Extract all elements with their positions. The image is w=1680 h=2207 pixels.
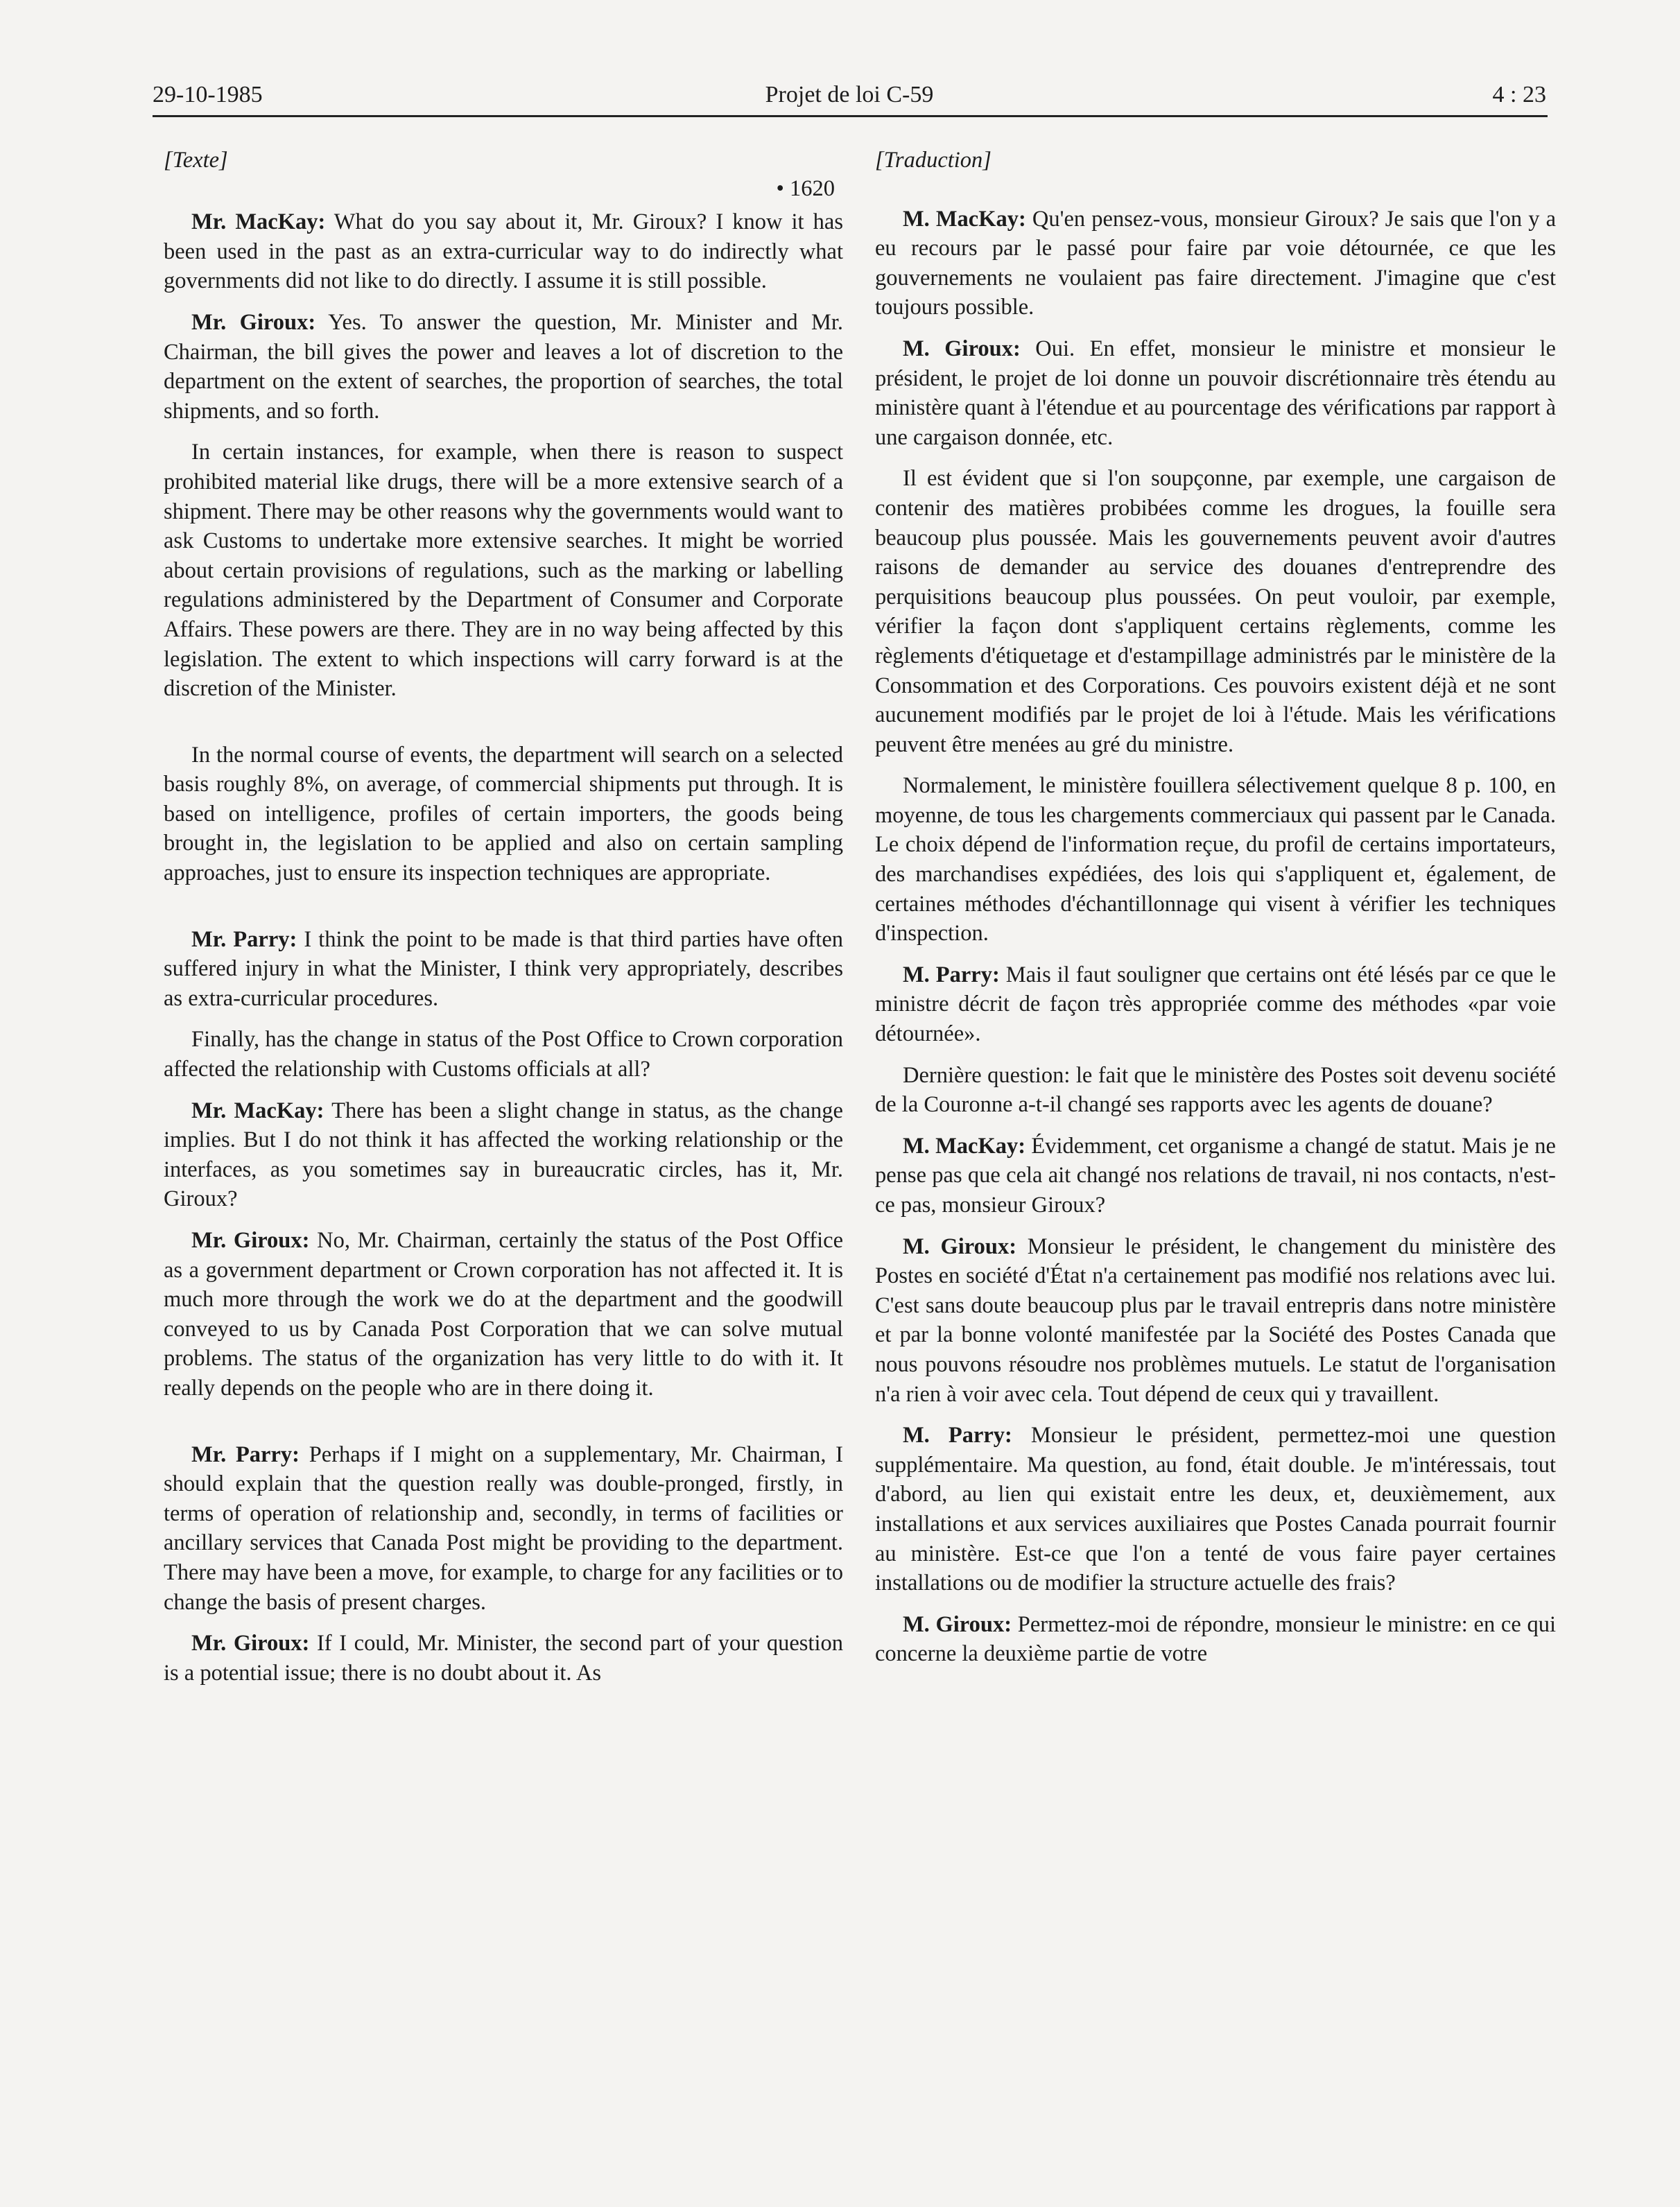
paragraph [164,1025,843,1084]
header-page-number: 4 : 23 [1492,82,1546,107]
speaker: Mr. MacKay: [191,209,326,235]
speaker: M. Giroux: [903,1611,1012,1637]
paragraph [875,960,1556,1049]
paragraph-text: Monsieur le président, le changement du ministère des Postes en société d'État n'a certainement pas modifié nos relations avec lui. C'est sans doute beaucoup plus par le travail entrepris dans notre ministère et par la bonne volonté manifestée par la Société des Postes Canada que nous pouvons résoudre nos problèmes mutuels. Le statut de l'organisation n'a rien à voir avec cela. Tout dépend de ceux qui y travaillent. [875,1234,1556,1407]
speaker: Mr. Parry: [191,1442,300,1467]
column-label: [Traduction] [875,148,991,173]
header-date: 29-10-1985 [153,82,263,107]
speaker: M. Parry: [903,1423,1012,1448]
page-header [153,82,1546,116]
paragraph-text: I think the point to be made is that third parties have often suffered injury in what the Minister, I think very appropriately, describes as extra-curricular procedures. [164,926,843,1011]
paragraph [164,438,843,703]
paragraph-text: Dernière question: le fait que le ministère des Postes soit devenu société de la Couronne a-t-il changé ses rapports avec les agents de douane? [875,1062,1556,1118]
speaker: Mr. Giroux: [191,309,316,335]
spacer [164,1415,843,1440]
paragraph [164,1629,843,1688]
paragraph-text: There has been a slight change in status, as the change implies. But I do not think it has affected the working relationship or the interfaces, as you sometimes say in bureaucratic circles, has it, Mr. Giroux? [164,1098,843,1212]
speaker: M. Parry: [903,962,1000,987]
paragraph [875,1421,1556,1598]
paragraph-text: Permettez-moi de répondre, monsieur le ministre: en ce qui concerne la deuxième partie de votre [875,1611,1556,1667]
speaker: Mr. Parry: [191,926,297,952]
paragraph-text: Monsieur le président, permettez-moi une question supplémentaire. Ma question, au fond, était double. Je m'intéressais, tout d'abord, au lien qui existait entre les deux, et, deuxièmement, aux installations et aux services auxiliaires que Postes Canada pourrait fournir au ministère. Est-ce que l'on a tenté de vous faire payer certaines installations ou de modifier la structure actuelle des frais? [875,1423,1556,1596]
speaker: M. MacKay: [903,1133,1026,1159]
paragraph [164,308,843,426]
spacer [875,180,1556,205]
french-column [875,146,1556,1681]
speaker: M. MacKay: [903,206,1026,232]
paragraph [875,334,1556,452]
paragraph-text: Oui. En effet, monsieur le ministre et monsieur le président, le projet de loi donne un pouvoir discrétionnaire très étendu au ministère quant à l'étendue et au pourcentage des vérifications par rapport à une cargaison donnée, etc. [875,336,1556,450]
paragraph [164,925,843,1014]
paragraph [875,771,1556,949]
paragraph [875,464,1556,759]
paragraph [164,1440,843,1618]
timestamp: • 1620 [776,175,835,201]
paragraph-text: Évidemment, cet organisme a changé de statut. Mais je ne pense pas que cela ait changé nos relations de travail, ni nos contacts, n'est-ce pas, monsieur Giroux? [875,1133,1556,1218]
paragraph [164,1096,843,1214]
paragraph [875,1061,1556,1120]
paragraph-text: Mais il faut souligner que certains ont été lésés par ce que le ministre décrit de façon très appropriée comme des méthodes «par voie détournée». [875,962,1556,1047]
header-title: Projet de loi C-59 [765,82,934,107]
paragraph [875,1610,1556,1669]
paragraph-text: Yes. To answer the question, Mr. Minister and Mr. Chairman, the bill gives the power and leaves a lot of discretion to the department on the extent of searches, the proportion of searches, the total shipments, and so forth. [164,309,843,424]
paragraph [164,1226,843,1403]
spacer [164,900,843,925]
speaker: Mr. Giroux: [191,1228,310,1253]
paragraph [875,1232,1556,1410]
speaker: Mr. MacKay: [191,1098,324,1123]
paragraph [875,205,1556,322]
paragraph [164,207,843,296]
paragraph-text: If I could, Mr. Minister, the second part of your question is a potential issue; there is no doubt about it. As [164,1631,843,1686]
paragraph-text: Il est évident que si l'on soupçonne, par exemple, une cargaison de contenir des matières probibées comme les drogues, la fouille sera beaucoup plus poussée. Mais les gouvernements peuvent avoir d'autres raisons de demander au service des douanes d'entreprendre des perquisitions beaucoup plus poussées. On peut vouloir, par exemple, vérifier la façon dont s'appliquent certains règlements, comme les règlements d'étiquetage et d'estampillage administrés par le ministère de la Consommation et des Corporations. Ces pouvoirs existent déjà et ne sont aucunement modifiés par le projet de loi à l'étude. Mais les vérifications peuvent être menées au gré du ministre. [875,466,1556,757]
paragraph-text: Normalement, le ministère fouillera sélectivement quelque 8 p. 100, en moyenne, de tous les chargements commerciaux qui passent par le Canada. Le choix dépend de l'information reçue, du profil de certains importateurs, des marchandises expédiées, des lois qui s'appliquent et, également, de certaines méthodes d'échantillonnage qui visent à vérifier les techniques d'inspection. [875,773,1556,946]
speaker: Mr. Giroux: [191,1631,310,1656]
english-column [164,146,843,1699]
paragraph [164,741,843,888]
speaker: M. Giroux: [903,336,1021,361]
paragraph-text: In the normal course of events, the department will search on a selected basis roughly 8%, on average, of commercial shipments put through. It is based on intelligence, profiles of certain importers, the goods being brought in, the legislation to be applied and also on certain sampling approaches, just to ensure its inspection techniques are appropriate. [164,742,843,886]
spacer [164,716,843,741]
column-label: [Texte] [164,148,228,173]
paragraph-text: In certain instances, for example, when there is reason to suspect prohibited material like drugs, there will be a more extensive search of a shipment. There may be other reasons why the governments would want to ask Customs to undertake more extensive searches. It might be worried about certain provisions of regulations, such as the marking or labelling regulations administered by the Department of Consumer and Corporate Affairs. These powers are there. They are in no way being affected by this legislation. The extent to which inspections will carry forward is at the discretion of the Minister. [164,440,843,702]
paragraph-text: What do you say about it, Mr. Giroux? I know it has been used in the past as an extra-curricular way to do indirectly what governments did not like to do directly. I assume it is still possible. [164,209,843,294]
paragraph-text: Perhaps if I might on a supplementary, Mr. Chairman, I should explain that the question really was double-pronged, firstly, in terms of operation of relationship and, secondly, in terms of facilities or ancillary services that Canada Post might be providing to the department. There may have been a move, for example, to charge for any facilities or to change the basis of present charges. [164,1442,843,1615]
paragraph-text: Qu'en pensez-vous, monsieur Giroux? Je sais que l'on y a eu recours par le passé pour faire par voie détournée, ce que les gouvernements ne voulaient pas faire directement. J'imagine que c'est toujours possible. [875,206,1556,320]
paragraph-text: No, Mr. Chairman, certainly the status of the Post Office as a government department or Crown corporation has not affected it. It is much more through the work we do at the department and the goodwill conveyed to us by Canada Post Corporation that we can solve mutual problems. The status of the organization has very little to do with it. It really depends on the people who are in there doing it. [164,1228,843,1401]
paragraph-text: Finally, has the change in status of the Post Office to Crown corporation affected the relationship with Customs officials at all? [164,1027,843,1082]
paragraph [875,1132,1556,1220]
speaker: M. Giroux: [903,1234,1017,1259]
header-rule [153,115,1548,117]
